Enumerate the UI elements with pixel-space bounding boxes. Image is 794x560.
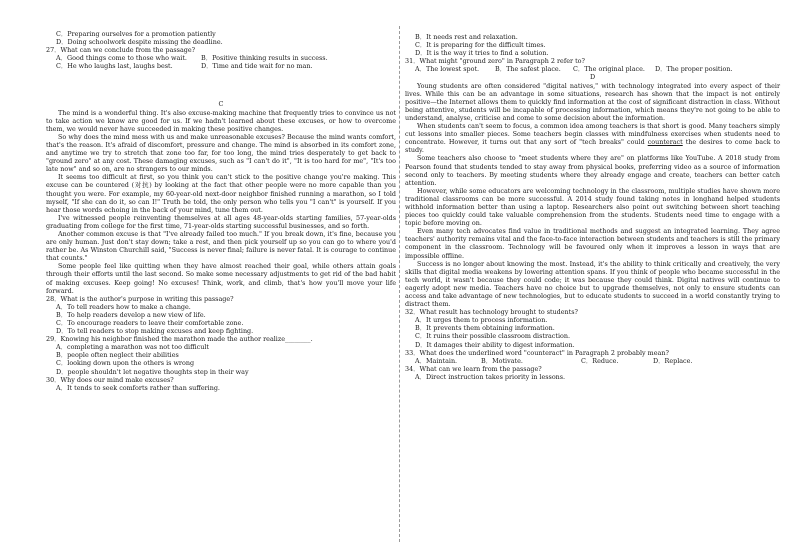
q34-stem: 34．What can we learn from the passage?: [405, 364, 542, 373]
q28-option-a: A．To tell readers how to make a change.: [56, 302, 191, 311]
passage-d-paragraph-2-text: When students can't seem to focus, a common idea among teachers is that short is good. Many teachers simply cut lessons into smaller pieces. Some teachers begin classes with mindfulness exercises when students need to concentrate. However, it turns out that any sort of "tech breaks" could: [405, 122, 780, 147]
q29-option-d: D．people shouldn't let negative thoughts step in their way: [56, 367, 249, 376]
q28-option-d: D．To tell readers to stop making excuses and keep fighting.: [56, 327, 254, 336]
q30-option-c: C．It is preparing for the difficult times.: [415, 41, 546, 50]
q27-options-row-2: [56, 62, 396, 70]
q27-stem: 27．What can we conclude from the passage?: [46, 46, 196, 55]
left-column: [46, 30, 396, 392]
section-c-heading: C: [218, 100, 224, 109]
q29-stem: [46, 335, 396, 343]
q33-option-b: B．Motivate.: [481, 356, 523, 365]
column-divider: [399, 26, 400, 542]
q30-option-a: A．It tends to seek comforts rather than suffering.: [56, 383, 220, 392]
q33-stem: 33．What does the underlined word "counteract" in Paragraph 2 probably mean?: [405, 348, 669, 357]
passage-d-paragraph-4: However, while some educators are welcoming technology in the classroom, multiple studies have shown more traditional classrooms can be more successful. A 2014 study found taking notes in longhand helped students withhold information better than using a laptop. Researchers also point out switching between short teaching pieces too quickly could take valuable comprehension from the students. Students need time to engage with a topic before moving on.: [405, 186, 780, 228]
passage-c-paragraph-5: Another common excuse is that "I've already failed too much." If you break down, it's fine, because you are only human. Just don't stay down; take a rest, and then pick yourself up so you can go to where you'd rather be. As Winston Churchill said, "Success is never final; failure is never fatal. It is courage to continue that counts.": [46, 229, 396, 263]
q31-stem: 31．What might "ground zero" in Paragraph 2 refer to?: [405, 57, 585, 66]
q33-option-a: A．Maintain.: [415, 356, 458, 365]
q31-option-b: B．The safest place.: [495, 65, 561, 74]
q28-option-b: B．To help readers develop a new view of life.: [56, 310, 206, 319]
q29-option-b: B．people often neglect their abilities: [56, 351, 179, 360]
q33-options-row: [415, 357, 780, 365]
passage-c-paragraph-3: It seems too difficult at first, so you think you can't stick to the positive change you're making. This excuse can be countered (对抗) by looking at the fact that other people were no more capable than you thought you were. For example, my 60-year-old next-door neighbor finished running a marathon, so I told myself, "If she can do it, so can I!" Truth be told, the only person who tells you "I can't" is yourself. If you hear those words echoing in the back of your mind, tune them out.: [46, 173, 396, 214]
q28-option-c: C．To encourage readers to leave their comfortable zone.: [56, 319, 244, 327]
passage-c-paragraph-4: I've witnessed people reinventing themselves at all ages 48-year-olds starting families, 57-year-olds graduating from college for the first time, 71-year-olds starting successful businesses, and so forth.: [46, 213, 396, 230]
q32-option-c: C．It ruins their possible classroom distraction.: [415, 332, 570, 341]
q31-option-c: C．The original place.: [573, 65, 645, 74]
underlined-word-counteract: counteract: [647, 138, 683, 147]
q33-option-c: C．Reduce.: [581, 356, 619, 365]
passage-c-paragraph-1: The mind is a wonderful thing. It's also excuse-making machine that frequently tries to convince us not to take action we know are good for us. If we hadn't learned about these excuses, or how to overcome them, we would never have succeeded in making these positive changes.: [46, 108, 396, 133]
q32-stem: 32．What result has technology brought to students?: [405, 308, 578, 317]
q29-option-c: C．looking down upon the others is wrong: [56, 359, 195, 368]
q26-option-d: D．Doing schoolwork despite missing the deadline.: [56, 38, 223, 47]
passage-c-paragraph-2: So why does the mind mess with us and make unreasonable excuses? Because the mind wants comfort, that's the reason. It's afraid of discomfort, pressure and change. The mind is absorbed in its comfort zone, and anytime we try to stretch that zone too far, for too long, the mind tries desperately to get back to "ground zero" at any cost. These damaging excuses, such as "I can't do it", "It is too hard for me", "It's too late now" and so on, are no strangers to our minds.: [46, 132, 396, 174]
q33-option-d: D．Replace.: [653, 356, 693, 365]
q27-option-c: C．He who laughs last, laughs best.: [56, 62, 173, 71]
q27-option-d: D．Time and tide wait for no man.: [201, 62, 313, 71]
q29-stem-text: 29．Knowing his neighbor finished the marathon made the author realize: [46, 335, 285, 344]
passage-d-paragraph-6: Success is no longer about knowing the most. Instead, it's the ability to think critically and creatively, the very skills that digital media weakens by lowering attention spans. If you think of people who became successful in the tech world, it wasn't because they could code; it was because they could think. Digital natives will continue to eagerly adopt new media. Teachers have no choice but to upgrade themselves, not only to ensure students can access and take advantage of new technologies, but to educate students to succeed in a world constantly trying to distract them.: [405, 259, 780, 309]
q29-option-a: A．completing a marathon was not too difficult: [56, 343, 209, 352]
right-column: [405, 33, 780, 381]
q30-stem: 30．Why does our mind make excuses?: [46, 375, 174, 384]
passage-d-paragraph-2: [405, 122, 780, 154]
q27-option-b: B．Positive thinking results in success.: [201, 54, 328, 63]
q32-option-b: B．It prevents them obtaining information.: [415, 324, 555, 333]
q29-blank: ________.: [285, 335, 313, 344]
q27-options-row-1: [56, 54, 396, 62]
q27-option-a: A．Good things come to those who wait.: [56, 54, 187, 63]
q32-option-a: A．It urges them to process information.: [415, 316, 548, 325]
q28-stem: 28．What is the author's purpose in writing this passage?: [46, 294, 234, 303]
passage-d-paragraph-5: Even many tech advocates find value in traditional methods and suggest an integrated learning. They agree teachers' authority remains vital and the face-to-face interaction between students and teachers is still the primary component in the classroom. Technology will be favoured only when it improves a lesson in ways that are impossible offline.: [405, 227, 780, 260]
q31-option-d: D．The proper position.: [655, 65, 733, 74]
q31-option-a: A．The lowest spot.: [415, 65, 480, 74]
q34-option-a: A．Direct instruction takes priority in lessons.: [415, 372, 566, 381]
q26-option-c: C．Preparing ourselves for a promotion patiently: [56, 30, 216, 38]
q30-option-b: B．It needs rest and relaxation.: [415, 33, 518, 41]
passage-d-paragraph-2-tail: the desires to come back to study.: [405, 138, 780, 155]
q30-option-d: D．It is the way it tries to find a solution.: [415, 49, 549, 58]
passage-d-paragraph-1: Young students are often considered "digital natives," with technology integrated into every aspect of their lives. While this can be an advantage in some situations, research has shown that the impact is not entirely positive—the Internet allows them to quickly find information at the cost of significant distraction in class. Without being attentive, students will be incapable of processing information, which means they're not going to be able to understand, analyse, criticise and come to some decision about the information.: [405, 81, 780, 122]
passage-d-paragraph-3: Some teachers also choose to "meet students where they are" on platforms like YouTube. A 2018 study from Pearson found that students tended to stay away from physical books, preferring video as a source of information second only to teachers. By meeting students where they already engage and create, teachers can better catch attention.: [405, 154, 780, 187]
q31-options-row: [415, 65, 780, 73]
q32-option-d: D．It damages their ability to digest information.: [415, 340, 575, 349]
passage-c-paragraph-6: Some people feel like quitting when they have almost reached their goal, while others attain goals through their efforts until the last second. So make some necessary adjustments to get rid of the bad habit of making excuses. Keep going! No excuses! Think, work, and climb, that's how you'll move your life forward.: [46, 262, 396, 295]
section-d-heading: D: [589, 73, 596, 82]
